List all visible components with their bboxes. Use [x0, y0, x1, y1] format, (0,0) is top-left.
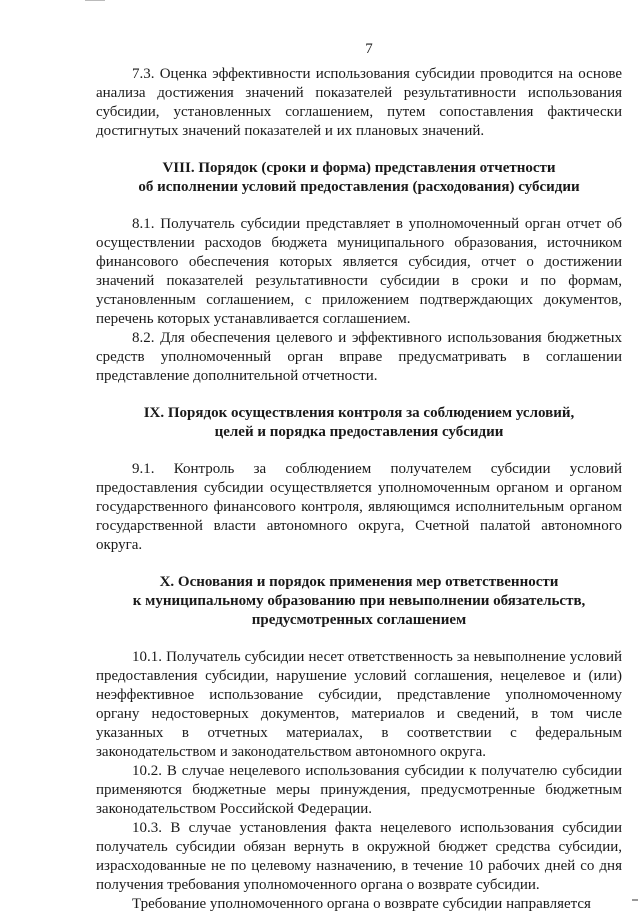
- section-8-heading-line2: об исполнении условий предоставления (расходования) субсидии: [138, 179, 580, 195]
- section-10-heading-line3: предусмотренных соглашением: [251, 612, 467, 628]
- scan-artifact: [632, 899, 638, 901]
- scan-artifact: [85, 0, 105, 1]
- paragraph-10-1: 10.1. Получатель субсидии несет ответственность за невыполнение условий предоставления субсидии, нарушение условий соглашения, нецелевое и (или) неэффективное использование субсидии, представление уполномоченному органу недостоверных документов, материалов и сведений, в том числе указанных в отчетных материалах, в соответствии с федеральным законодательством и законодательством автономного округа.: [96, 649, 622, 760]
- paragraph-last: Требование уполномоченного органа о возврате субсидии направляется: [132, 896, 591, 912]
- paragraph-9-1: 9.1. Контроль за соблюдением получателем субсидии условий предоставления субсидии осуществляется уполномоченным органом и органом государственного финансового контроля, являющимся исполнительным органом государственной власти автономного округа, Счетной палатой автономного округа.: [96, 461, 622, 553]
- section-8-heading-line1: VIII. Порядок (сроки и форма) представления отчетности: [162, 160, 556, 176]
- section-10: [96, 573, 622, 914]
- section-10-heading-line2: к муниципальному образованию при невыполнении обязательств,: [132, 593, 586, 609]
- paragraph-8-2: 8.2. Для обеспечения целевого и эффективного использования бюджетных средств уполномоченный орган вправе предусматривать в соглашении представление дополнительной отчетности.: [96, 330, 622, 384]
- section-9-body: [96, 460, 622, 555]
- paragraph-10-2: 10.2. В случае нецелевого использования субсидии к получателю субсидии применяются бюджетные меры принуждения, предусмотренные бюджетным законодательством Российской Федерации.: [96, 763, 622, 817]
- section-9-heading-line2: целей и порядка предоставления субсидии: [214, 424, 504, 440]
- page-number: 7: [365, 41, 373, 57]
- section-8: [96, 159, 622, 386]
- section-8-body: [96, 215, 622, 386]
- section-10-heading-line1: X. Основания и порядок применения мер ответственности: [159, 574, 559, 590]
- section-9: [96, 404, 622, 555]
- paragraph-7-3: 7.3. Оценка эффективности использования субсидии проводится на основе анализа достижения значений показателей результативности использования субсидии, установленных соглашением, путем сопоставления фактически достигнутых значений показателей и их плановых значений.: [96, 66, 622, 139]
- paragraph-8-1: 8.1. Получатель субсидии представляет в уполномоченный орган отчет об осуществлении расходов бюджета муниципального образования, источником финансового обеспечения которых является субсидия, отчет о достижении значений показателей результативности субсидии в сроки и по формам, установленным соглашением, с приложением подтверждающих документов, перечень которых устанавливается соглашением.: [96, 216, 622, 327]
- section-10-body: [96, 648, 622, 914]
- section-9-heading-line1: IX. Порядок осуществления контроля за соблюдением условий,: [143, 405, 575, 421]
- paragraph-10-3: 10.3. В случае установления факта нецелевого использования субсидии получатель субсидии обязан вернуть в окружной бюджет средства субсидии, израсходованные не по целевому назначению, в течение 10 рабочих дней со дня получения требования уполномоченного органа о возврате субсидии.: [96, 820, 622, 893]
